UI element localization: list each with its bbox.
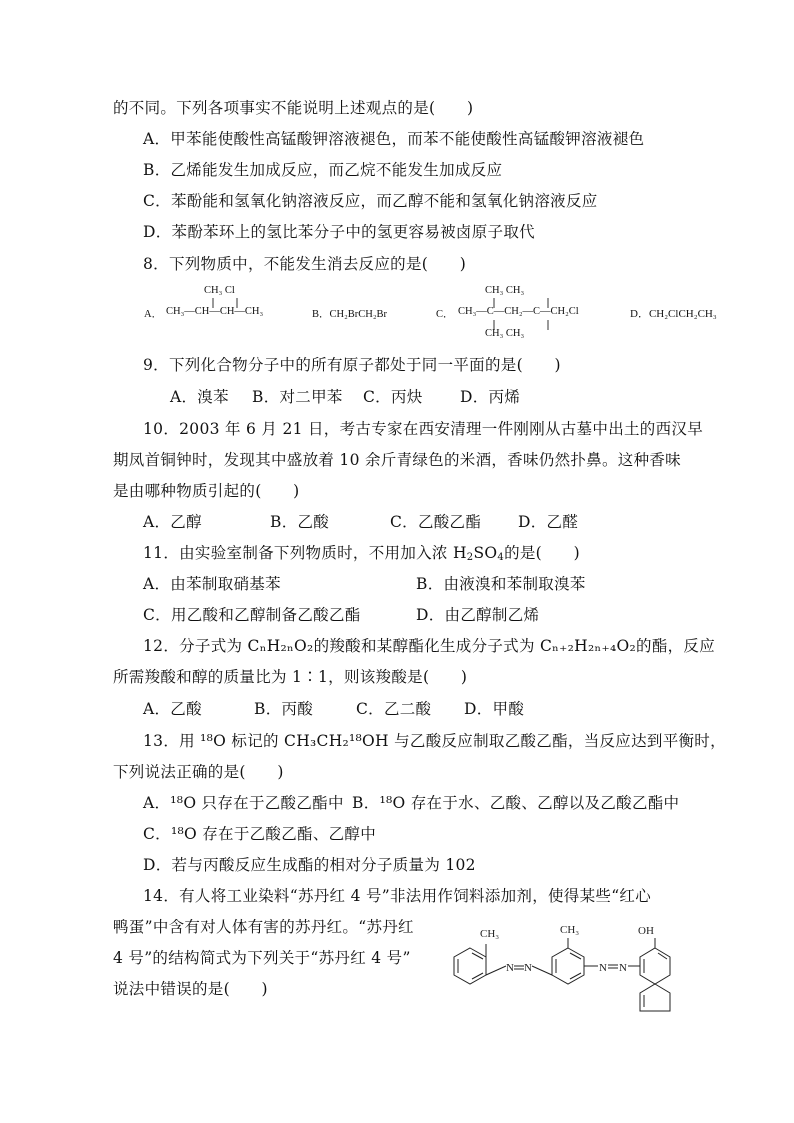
- n-label-1: N: [506, 962, 514, 974]
- q12-option-d: D．甲酸: [464, 700, 525, 718]
- q13-option-b: B．¹⁸O 存在于水、乙酸、乙醇以及乙酸乙酯中: [352, 794, 680, 812]
- oh-label: OH: [638, 925, 654, 937]
- q13-stem-line-2: 下列说法正确的是( ): [113, 763, 284, 781]
- q9-option-a: A．溴苯: [170, 388, 229, 406]
- q7-stem: 的不同。下列各项事实不能说明上述观点的是( ): [113, 99, 474, 117]
- q12-options: [143, 697, 524, 719]
- n-label-3: N: [599, 962, 607, 974]
- q8-option-c-top-substituents: CH₃ CH₃: [485, 285, 525, 296]
- q8-option-d: D．CH₂ClCH₂CH₃: [630, 308, 717, 320]
- q10-option-c: C．乙酸乙酯: [390, 513, 482, 531]
- q10-stem-line-2: 期凤首铜钟时，发现其中盛放着 10 余斤青绿色的米酒，香味仍然扑鼻。这种香味: [113, 451, 681, 469]
- n-label-4: N: [619, 962, 627, 974]
- q9-options: [170, 385, 520, 407]
- q11-stem-text-b: SO: [473, 544, 498, 562]
- q8-option-c-bottom-substituents: CH₃ CH₃: [485, 328, 525, 339]
- q12-stem-line-1: 12．分子式为 CₙH₂ₙO₂的羧酸和某醇酯化生成分子式为 Cₙ₊₂H₂ₙ₊₄O₂的酯，反应: [143, 637, 716, 655]
- q7-option-a: A．甲苯能使酸性高锰酸钾溶液褪色，而苯不能使酸性高锰酸钾溶液褪色: [143, 130, 645, 148]
- q11-options-row-2: [143, 603, 703, 625]
- q9-stem: 9．下列化合物分子中的所有原子都处于同一平面的是( ): [143, 356, 561, 374]
- q11-option-d: D．由乙醇制乙烯: [416, 606, 540, 624]
- q14-stem-line-3: 4 号”的结构简式为下列关于“苏丹红 4 号”: [113, 949, 411, 967]
- ch3-label-1: CH₃: [480, 928, 500, 940]
- q11-options-row-1: [143, 572, 703, 594]
- q10-option-b: B．乙酸: [270, 513, 330, 531]
- q10-stem-line-3: 是由哪种物质引起的( ): [113, 482, 300, 500]
- q7-option-d: D．苯酚苯环上的氢比苯分子中的氢更容易被卤原子取代: [143, 223, 535, 241]
- q8-structures: [140, 282, 740, 344]
- q8-stem: 8．下列物质中，不能发生消去反应的是( ): [143, 255, 467, 273]
- q11-stem-text-a: 11．由实验室制备下列物质时，不用加入浓 H: [143, 544, 467, 562]
- q12-option-b: B．丙酸: [254, 700, 314, 718]
- q8-option-c-label: C．: [436, 309, 454, 320]
- sudan-red-4-structure: [448, 920, 688, 1015]
- q13-options-row-1: [143, 791, 679, 813]
- q8-option-c-formula: CH₃—C—CH₂—C—CH₂Cl: [458, 306, 579, 317]
- q11-stem-subscript-2: 4: [497, 552, 505, 563]
- q9-option-c: C．丙炔: [363, 388, 423, 406]
- q8-option-a-label: A．: [144, 309, 163, 320]
- q10-option-a: A．乙醇: [143, 513, 202, 531]
- q8-option-b: B．CH₂BrCH₂Br: [312, 309, 387, 320]
- n-label-2: N: [524, 962, 532, 974]
- q12-option-a: A．乙酸: [143, 700, 202, 718]
- q13-option-c: C．¹⁸O 存在于乙酸乙酯、乙醇中: [143, 825, 377, 843]
- q10-stem-line-1: 10．2003 年 6 月 21 日，考古专家在西安清理一件刚刚从古墓中出土的西汉早: [143, 420, 703, 438]
- q13-stem-line-1: 13．用 ¹⁸O 标记的 CH₃CH₂¹⁸OH 与乙酸反应制取乙酸乙酯，当反应达到平衡时，: [143, 732, 726, 750]
- q7-option-b: B．乙烯能发生加成反应，而乙烷不能发生加成反应: [143, 161, 503, 179]
- q14-stem-line-1: 14．有人将工业染料“苏丹红 4 号”非法用作饲料添加剂，使得某些“红心: [143, 887, 652, 905]
- q10-options: [143, 510, 578, 532]
- q14-stem-line-4: 说法中错误的是( ): [113, 980, 268, 998]
- q9-option-d: D．丙烯: [460, 388, 521, 406]
- q8-option-a-formula: CH₃—CH—CH—CH₃: [166, 306, 264, 317]
- q14-stem-line-2: 鸭蛋”中含有对人体有害的苏丹红。“苏丹红: [113, 918, 414, 936]
- q11-option-c: C．用乙酸和乙醇制备乙酸乙酯: [143, 606, 361, 624]
- q9-option-b: B．对二甲苯: [252, 388, 343, 406]
- q12-option-c: C．乙二酸: [356, 700, 432, 718]
- q12-stem-line-2: 所需羧酸和醇的质量比为 1∶1，则该羧酸是( ): [113, 668, 468, 686]
- q11-option-a: A．由苯制取硝基苯: [143, 575, 281, 593]
- ch3-label-2: CH₃: [560, 924, 580, 936]
- q7-option-c: C．苯酚能和氢氧化钠溶液反应，而乙醇不能和氢氧化钠溶液反应: [143, 192, 598, 210]
- q11-stem-text-c: 的是( ): [504, 544, 580, 562]
- q11-stem: [143, 541, 580, 563]
- q11-stem-subscript-1: 2: [466, 552, 474, 563]
- q8-option-a-substituents: CH₃ Cl: [204, 285, 235, 296]
- q13-option-a: A．¹⁸O 只存在于乙酸乙酯中: [143, 794, 344, 812]
- q13-option-d: D．若与丙酸反应生成酯的相对分子质量为 102: [143, 856, 476, 874]
- q11-option-b: B．由液溴和苯制取溴苯: [416, 575, 586, 593]
- q10-option-d: D．乙醛: [518, 513, 579, 531]
